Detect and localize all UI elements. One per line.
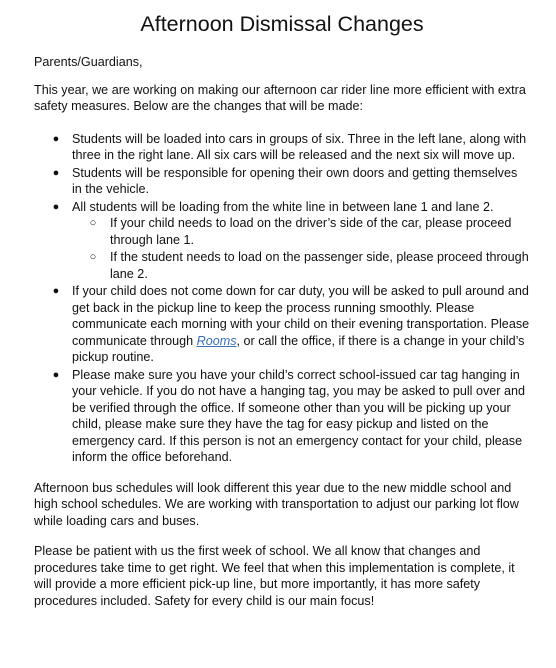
page-title: Afternoon Dismissal Changes [140, 12, 424, 36]
list-item-text: Students will be responsible for opening their own doors and getting themselves in the vehicle. [72, 165, 518, 196]
bus-schedule-paragraph: Afternoon bus schedules will look different this year due to the new middle school and high school schedules. We are working with transportation to adjust our parking lot flow while loading cars and buses. [34, 480, 519, 528]
list-item-text-before-link: If your child does not come down for car duty, you will be asked to pull around and get back in the pickup line to keep the process running smoothly. Please communicate each morning with your child on their evening transportation. Please communicate through [72, 284, 530, 348]
bullet-icon: ● [52, 200, 60, 213]
sub-list-item-text: If the student needs to load on the passenger side, please proceed through lane 2. [110, 250, 529, 281]
sub-list-item [72, 249, 530, 282]
list-item-text: Students will be loaded into cars in groups of six. Three in the left lane, along with three in the right lane. All six cars will be released and the next six will move up. [72, 131, 527, 162]
list-item-text: Please make sure you have your child’s correct school-issued car tag hanging in your vehicle. If you do not have a hanging tag, you may be asked to pull over and be verified through the office. If someone other than you will be picking up your child, please make sure they have the tag for easy pickup and listed on the emergency card. If this person is not an emergency contact for your child, please inform the office beforehand. [72, 367, 525, 464]
list-item-text [72, 284, 529, 364]
list-item [34, 283, 530, 366]
sub-list [72, 215, 530, 282]
list-item-text: All students will be loading from the white line in between lane 1 and lane 2. [72, 199, 494, 214]
sub-list-item [72, 215, 530, 248]
list-item [34, 367, 530, 466]
rooms-link[interactable]: Rooms [196, 333, 237, 348]
bullet-icon: ● [52, 132, 60, 145]
list-item [34, 131, 530, 164]
list-item [34, 165, 530, 198]
bullet-icon: ● [52, 368, 60, 381]
list-item-text-after-link: , or call the office, if there is a change in your child’s pickup routine. [72, 333, 525, 364]
sub-list-item-text: If your child needs to load on the driver’s side of the car, please proceed through lane 1. [110, 216, 512, 247]
bullet-icon: ● [52, 166, 60, 179]
hollow-bullet-icon: ○ [89, 251, 97, 263]
patience-paragraph: Please be patient with us the first week of school. We all know that changes and procedures take time to get right. We feel that when this implementation is complete, it will provide a more efficient pick-up line, but more importantly, it has more safety procedures included. Safety for every child is our main focus! [34, 544, 515, 608]
changes-list [34, 131, 530, 466]
intro-paragraph: This year, we are working on making our afternoon car rider line more efficient with extra safety measures. Below are the changes that will be made: [34, 82, 526, 113]
salutation: Parents/Guardians, [34, 55, 143, 69]
hollow-bullet-icon: ○ [89, 217, 97, 229]
list-item [34, 199, 530, 283]
bullet-icon: ● [52, 285, 60, 297]
